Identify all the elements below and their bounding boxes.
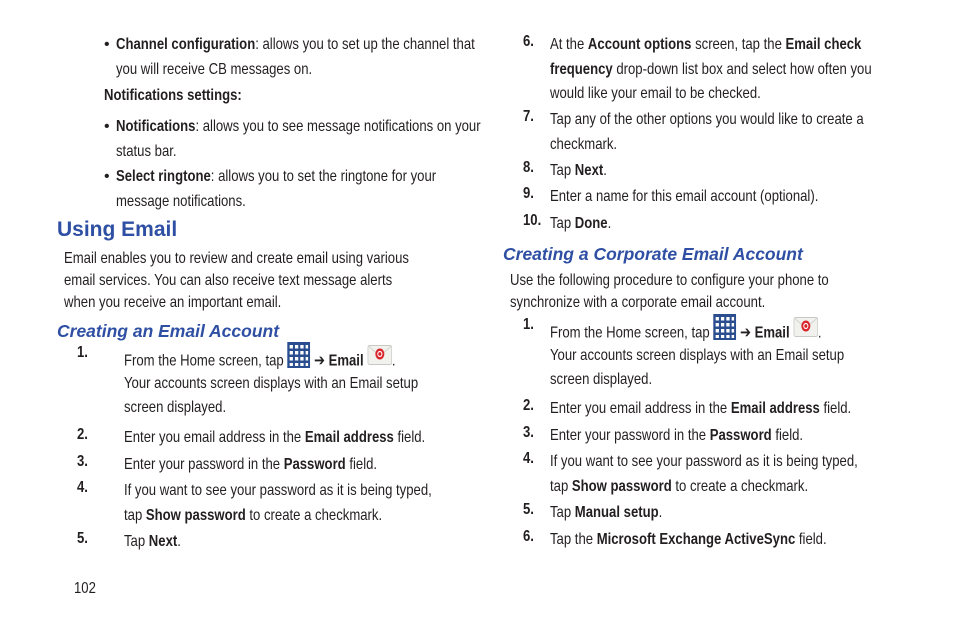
- subheading-corporate-email-account: Creating a Corporate Email Account: [503, 244, 803, 264]
- page-number: 102: [74, 580, 96, 597]
- arrow-glyph: ➔: [313, 352, 329, 370]
- bullet-dot: •: [104, 36, 110, 53]
- bullet-text: : allows you to see message notifications on your: [195, 118, 481, 135]
- bullet-term: Select ringtone: [116, 168, 211, 185]
- bullet-term: Notifications: [116, 118, 196, 135]
- bullet-text: you will receive CB messages on.: [116, 60, 313, 78]
- notifications-settings-heading: Notifications settings:: [104, 87, 242, 104]
- bullet-term: Channel configuration: [116, 36, 256, 53]
- arrow-glyph: ➔: [739, 324, 755, 342]
- bullet-text: : allows you to set up the channel that: [255, 36, 475, 53]
- section-title: Using Email: [57, 218, 178, 241]
- subheading-email-account: Creating an Email Account: [57, 321, 280, 341]
- bullet-text: status bar.: [116, 142, 177, 160]
- corporate-intro-paragraph: Use the following procedure to configure your phone to synchronize with a corporate email account.: [510, 272, 829, 311]
- bullet-text: message notifications.: [116, 192, 246, 210]
- intro-paragraph: Email enables you to review and create email using various email services. You can also receive text message alerts when you receive an important email.: [64, 250, 409, 311]
- bullet-dot: •: [104, 168, 110, 185]
- bullet-text: : allows you to set the ringtone for your: [210, 168, 437, 185]
- bullet-dot: •: [104, 118, 110, 135]
